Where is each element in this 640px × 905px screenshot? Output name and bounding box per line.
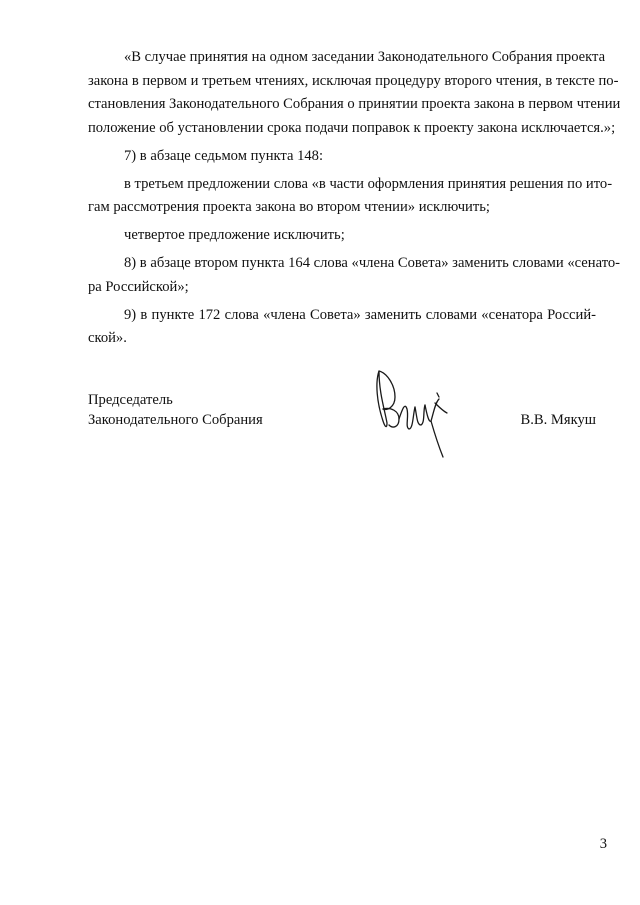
text-line: в третьем предложении слова «в части оформления принятия решения по ито- (124, 175, 613, 192)
text-line: положение об установлении срока подачи поправок к проекту закона исключается.»; (88, 119, 616, 136)
text-line: становления Законодательного Собрания о принятии проекта закона в первом чтении (88, 96, 621, 113)
signatory-name: В.В. Мякуш (520, 412, 596, 428)
page-number: 3 (599, 836, 607, 852)
paragraph-item-7 (88, 145, 596, 169)
paragraph-third-sentence (88, 173, 613, 220)
paragraph-fourth-sentence (88, 224, 596, 248)
text-line: «В случае принятия на одном заседании Законодательного Собрания проекта (124, 49, 606, 65)
text-line: 9) в пункте 172 слова «члена Совета» заменить словами «сенатора Россий- (124, 306, 596, 323)
paragraph-item-8 (88, 252, 621, 299)
text-line: 7) в абзаце седьмом пункта 148: (124, 147, 324, 164)
signatory-title-line-1: Председатель (88, 392, 173, 408)
text-line: четвертое предложение исключить; (124, 227, 345, 244)
paragraph-item-9 (88, 304, 596, 351)
text-line: ской». (88, 330, 127, 347)
document-body (88, 46, 621, 351)
text-line: 8) в абзаце втором пункта 164 слова «члена Совета» заменить словами «сенато- (124, 255, 621, 272)
text-line: гам рассмотрения проекта закона во втором чтении» исключить; (88, 199, 490, 216)
handwritten-signature (365, 363, 455, 463)
text-line: ра Российской»; (88, 278, 189, 295)
text-line: закона в первом и третьем чтениях, исключая процедуру второго чтения, в тексте по- (88, 72, 619, 89)
signature-block (88, 390, 596, 430)
paragraph-quote (88, 46, 621, 140)
signatory-title-line-2: Законодательного Собрания (88, 412, 263, 428)
